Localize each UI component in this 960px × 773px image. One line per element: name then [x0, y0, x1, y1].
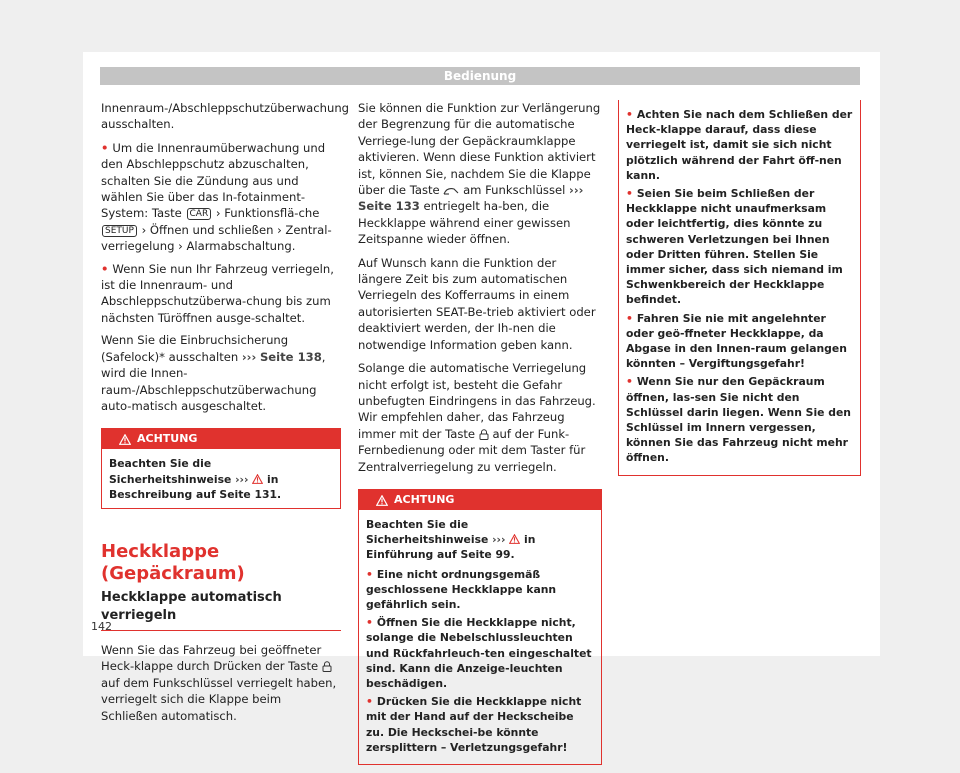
- page-number: 142: [91, 620, 112, 633]
- section-title: Bedienung: [443, 69, 517, 83]
- text: Achten Sie nach dem Schließen der Heck-klappe darauf, dass diese verriegelt ist, damit sie sich nicht plötzlich während der Fahrt öff-nen kann.: [626, 108, 853, 182]
- text: Wenn Sie die Einbruchsicherung (Safelock)* ausschalten: [101, 333, 289, 364]
- paragraph: [358, 360, 602, 475]
- text: , wird die Innen-raum-/Abschleppschutzüberwachung auto-matisch ausgeschaltet.: [101, 349, 326, 413]
- warning-body: [359, 510, 601, 764]
- warning-header: [102, 429, 340, 449]
- text: Wenn Sie nun Ihr Fahrzeug verriegeln, ist die Innenraum- und Abschleppschutzüberwa-chung bis zum nächsten Türöffnen ausge-schaltet.: [101, 261, 334, 325]
- lock-icon: [322, 661, 332, 672]
- page-reference-link[interactable]: Seite 133: [358, 199, 420, 214]
- paragraph: Auf Wunsch kann die Funktion der längere Zeit bis zum automatischen Verriegeln des Kofferraums in einem autorisierten SEAT-Be-trieb aktiviert oder deaktiviert werden, der Ih-nen die notwendige Information geben kann.: [358, 255, 596, 352]
- list-item: [366, 615, 594, 691]
- bullet-dot: •: [366, 695, 373, 709]
- list-item: [366, 567, 594, 613]
- paragraph: [358, 100, 602, 248]
- list-item: [366, 694, 594, 755]
- bullet-dot: •: [366, 616, 373, 630]
- text: Seien Sie beim Schließen der Heckklappe nicht unaufmerksam oder leichtfertig, dies könnte zu schweren Verletzungen bei Ihnen oder Dritten führen. Stellen Sie immer sicher, dass sich niemand im Schwenkbereich der Heckklappe befindet.: [626, 187, 843, 307]
- text: entriegelt ha-ben, die Heckklappe während einer gewissen Zeitspanne wieder öffnen.: [358, 199, 571, 247]
- text: in Einführung auf Seite 99.: [366, 533, 536, 562]
- bullet-dot: •: [626, 108, 633, 121]
- intro-text: Innenraum-/Abschleppschutzüberwachung ausschalten.: [101, 101, 350, 132]
- setup-key: SETUP: [102, 225, 137, 237]
- warning-triangle-icon: [376, 495, 388, 506]
- chevron-ref-icon: ›››: [492, 533, 506, 547]
- warning-triangle-icon: [252, 474, 263, 484]
- bullet-dot: •: [366, 567, 373, 581]
- list-item: [626, 374, 853, 465]
- text: auf der Funk-Fernbedienung oder mit dem Taster für Zentralverriegelung zu verriegeln.: [358, 426, 586, 474]
- column-2: [358, 100, 602, 773]
- warning-triangle-icon: [119, 434, 131, 445]
- list-item: [626, 186, 853, 308]
- text: Beachten Sie die Sicherheitshinweise: [366, 517, 489, 547]
- warning-title: ACHTUNG: [394, 492, 455, 506]
- warning-body: [102, 449, 340, 508]
- column-3: [618, 100, 861, 484]
- text: Beachten Sie die Sicherheitshinweise: [109, 457, 232, 486]
- text: Fahren Sie nie mit angelehnter oder geö-ffneter Heckklappe, da Abgase in den Innen-raum gelangen könnten – Vergiftungsgefahr!: [626, 311, 847, 371]
- warning-body: [619, 100, 860, 475]
- text: › Öffnen und schließen › Zentral-verriegelung › Alarmabschaltung.: [101, 222, 332, 254]
- text: Öffnen Sie die Heckklappe nicht, solange die Nebelschlussleuchten und Rückfahrleuch-ten eingeschaltet sind. Kann die Anzeige-leuchten beschädigen.: [366, 616, 592, 690]
- warning-box: [101, 428, 341, 509]
- warning-box-continued: [618, 100, 861, 476]
- list-item: [626, 311, 853, 372]
- bullet-dot: •: [101, 140, 109, 155]
- list-item: [101, 261, 341, 327]
- warning-box: [358, 489, 602, 765]
- text: Sie können die Funktion zur Verlängerung der Begrenzung für die automatische Verriege-lung der Gepäckraumklappe aktivieren. Wenn diese Funktion aktiviert ist, können Sie, nachdem Sie die Klappe über die Taste: [358, 101, 601, 198]
- text: Drücken Sie die Heckklappe nicht mit der Hand auf der Heckscheibe zu. Die Heckschei-be könnte zersplittern – Verletzungsgefahr!: [366, 695, 582, 754]
- car-key: CAR: [187, 208, 212, 220]
- list-item: [626, 107, 853, 183]
- warning-intro: [366, 517, 594, 563]
- column-1: [101, 100, 350, 731]
- trunk-icon: [443, 187, 459, 196]
- page-reference-link[interactable]: Seite 138: [259, 349, 322, 364]
- paragraph: [101, 642, 341, 724]
- section-heading: Heckklappe (Gepäckraum): [101, 540, 245, 584]
- text: Solange die automatische Verriegelung nicht erfolgt ist, besteht die Gefahr unbefugten Eindringens in das Fahrzeug. Wir empfehlen daher, das Fahrzeug immer mit der Taste: [358, 361, 596, 441]
- bullet-dot: •: [626, 311, 633, 325]
- subsection-heading: Heckklappe automatisch verriegeln: [101, 589, 341, 631]
- text: in Beschreibung auf Seite 131.: [109, 472, 282, 501]
- lock-icon: [479, 429, 489, 440]
- bullet-dot: •: [626, 375, 633, 389]
- warning-title: ACHTUNG: [137, 432, 198, 446]
- text: Um die Innenraumüberwachung und den Abschleppschutz abzuschalten, schalten Sie die Zündung aus und wählen Sie über das In-fotainment-System: Taste: [101, 140, 326, 221]
- warning-triangle-icon: [509, 534, 520, 544]
- bullet-dot: •: [101, 261, 109, 276]
- text: Eine nicht ordnungsgemäß geschlossene Heckklappe kann gefährlich sein.: [366, 567, 557, 611]
- list-item: [101, 140, 341, 255]
- text: am Funkschlüssel: [463, 183, 566, 198]
- chevron-ref-icon: ›››: [569, 183, 584, 198]
- bullet-dot: •: [626, 187, 633, 201]
- warning-header: [359, 490, 601, 510]
- chevron-ref-icon: ›››: [235, 472, 249, 486]
- text: Wenn Sie nur den Gepäckraum öffnen, las-sen Sie nicht den Schlüssel darin liegen. Wenn Sie den Schlüssel im Innern vergessen, können Sie das Fahrzeug nicht mehr öffnen.: [626, 375, 851, 465]
- chevron-ref-icon: ›››: [241, 349, 257, 364]
- text: › Funktionsflä-che: [215, 206, 320, 221]
- text: Wenn Sie das Fahrzeug bei geöffneter Heck-klappe durch Drücken der Taste: [101, 642, 322, 674]
- text: auf dem Funkschlüssel verriegelt haben, verriegelt sich die Klappe beim Schließen automatisch.: [101, 675, 337, 723]
- safelock-paragraph: [101, 332, 341, 414]
